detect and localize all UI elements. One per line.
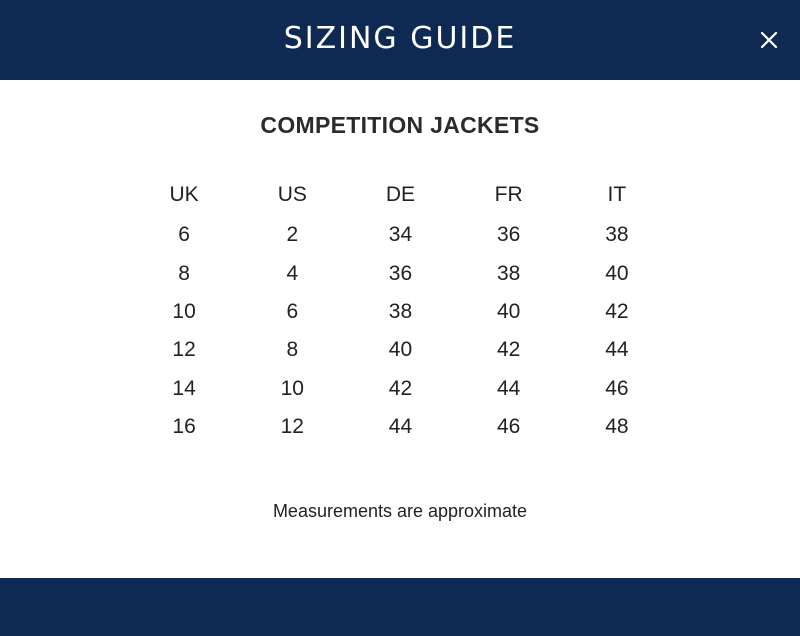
table-cell: 42 [388, 376, 413, 400]
table-cell: 48 [605, 415, 629, 439]
table-cell: 10 [172, 299, 196, 323]
table-cell: 46 [496, 415, 521, 439]
table-cell: 6 [178, 223, 190, 247]
section-title: COMPETITION JACKETS [260, 112, 540, 138]
modal-title: SIZING GUIDE [283, 21, 517, 56]
table-cell: 38 [496, 261, 521, 285]
table-cell: 4 [286, 261, 299, 285]
table-cell: 36 [496, 223, 521, 247]
close-icon [756, 27, 782, 53]
table-cell: 42 [605, 299, 629, 323]
column-header-it: IT [607, 183, 627, 206]
table-row [130, 216, 671, 254]
column-header-us: US [277, 183, 307, 206]
column-header-uk: UK [169, 183, 199, 206]
table-cell: 8 [286, 338, 299, 362]
table-cell: 16 [172, 415, 196, 439]
measurements-note: Measurements are approximate [272, 501, 528, 521]
table-cell: 46 [605, 376, 629, 400]
table-cell: 40 [388, 338, 413, 362]
table-cell: 44 [605, 338, 629, 362]
table-header-row [130, 174, 671, 216]
table-cell: 34 [388, 223, 413, 247]
modal-header [0, 0, 800, 80]
table-cell: 40 [605, 261, 629, 285]
column-header-de: DE [385, 183, 416, 206]
table-cell: 42 [496, 338, 521, 362]
table-row [130, 254, 671, 292]
table-row [130, 408, 671, 446]
table-cell: 2 [286, 223, 299, 247]
table-cell: 44 [496, 376, 521, 400]
column-header-fr: FR [494, 183, 523, 206]
table-cell: 36 [388, 261, 413, 285]
table-cell: 6 [286, 299, 299, 323]
table-cell: 38 [388, 299, 413, 323]
table-cell: 44 [388, 415, 413, 439]
table-cell: 8 [178, 261, 190, 285]
table-cell: 12 [172, 338, 196, 362]
size-table [130, 174, 671, 446]
table-cell: 38 [605, 223, 629, 247]
close-button[interactable] [756, 27, 782, 53]
table-cell: 10 [280, 376, 304, 400]
table-cell: 14 [172, 376, 196, 400]
table-row [130, 331, 671, 369]
table-cell: 12 [280, 415, 304, 439]
table-cell: 40 [496, 299, 521, 323]
table-row [130, 293, 671, 331]
table-row [130, 370, 671, 408]
modal-footer [0, 578, 800, 636]
